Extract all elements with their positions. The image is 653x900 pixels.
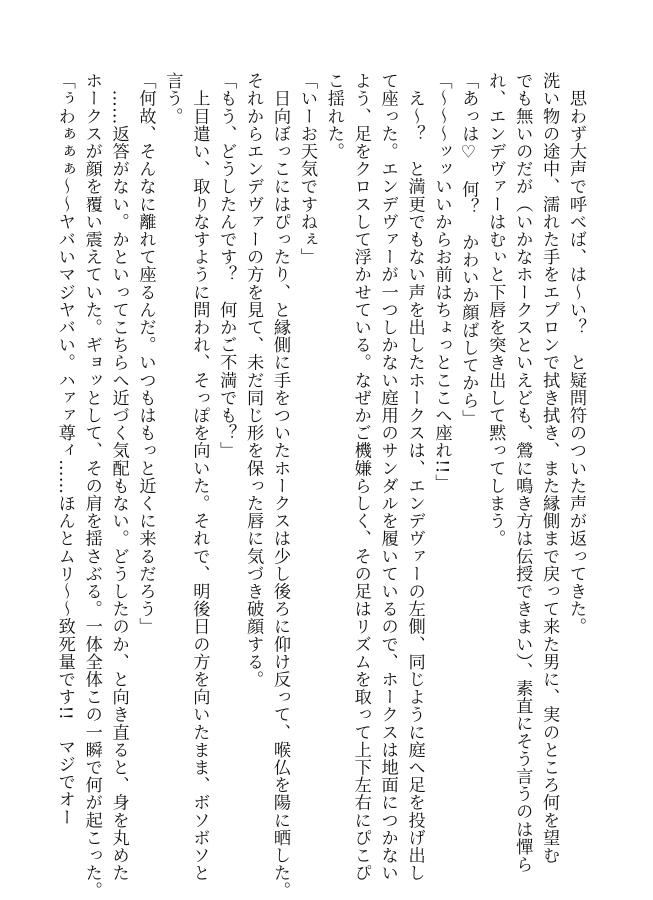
- text-line: それからエンデヴァーの方を見て、未だ同じ形を保った唇に気づき破顔する。: [243, 72, 264, 688]
- text-line: 洗い物の途中、濡れた手をエプロンで拭き拭き、また縁側まで戻って来た男に、実のところ何を望む: [539, 72, 560, 864]
- text-line: 「何故、そんなに離れて座るんだ。いつもはもっと近くに来るだろう」: [135, 72, 156, 636]
- text-line: でも無いのだが（いかなホークスといえども、鶯に鳴き方は伝授できまい）、素直にそう言うのは憚ら: [512, 72, 533, 873]
- text-line: れ、エンデヴァーはむぃと下唇を突き出して黙ってしまう。: [485, 72, 506, 548]
- text-line: 「いーお天気ですねぇ」: [296, 72, 317, 266]
- text-line: 思わず大声で呼べば、は〜い？ と疑問符のついた声が返ってきた。: [566, 72, 586, 636]
- text-line: え〜？ と満更でもない声を出したホークスは、エンデヴァーの左側、同じように庭へ足を投げ出し: [404, 72, 425, 882]
- text-line: こ揺れた。: [323, 72, 344, 160]
- text-line: 「ぅわぁぁぁ〜〜ヤバいマジヤバい。ハァァ尊ィ……ほんとムリ〜〜致死量です!! マジでオー: [54, 72, 75, 826]
- text-line: 日向ぼっこにはぴったり、と縁側に手をついたホークスは少し後ろに仰け反って、喉仏を陽に晒した。: [270, 72, 291, 900]
- vertical-text-body: [51, 72, 589, 900]
- text-line: 「もう、どうしたんです？ 何かご不満でも？」: [216, 72, 237, 460]
- text-line: 「あっは♡ 何？ かわいか顔ばしてから」: [458, 72, 479, 427]
- text-line: ホークスが顔を覆い震えていた。ギョッとして、その肩を揺さぶる。一体全体この一瞬で何が起こった。: [81, 72, 102, 900]
- text-line: 上目遣い、取りなすように問われ、そっぽを向いた。それで、明後日の方を向いたまま、ボソボソと: [189, 72, 210, 882]
- text-line: 言う。: [162, 72, 183, 125]
- text-line: ……返答がない。かといってこちらへ近づく気配もない。どうしたのか、と向き直ると、身を丸めた: [108, 72, 129, 882]
- text-line: て座った。エンデヴァーが一つしかない庭用のサンダルを履いているので、ホークスは地面につかない: [377, 72, 398, 882]
- text-line: よう、足をクロスして浮かせている。なぜかご機嫌らしく、その足はリズムを取って上下左右にぴこぴ: [350, 72, 371, 882]
- text-line: 「〜〜〜ッッいいからお前はちょっとここへ座れ!!」: [431, 72, 452, 492]
